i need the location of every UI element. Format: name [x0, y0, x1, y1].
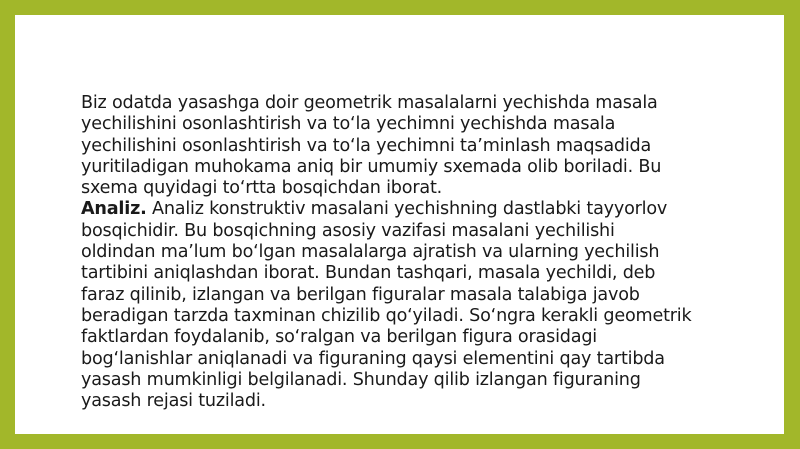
paragraph-1-line: yechilishini osonlashtirish va to‘la yechimni yechishda masala	[81, 114, 616, 135]
paragraph-1-line: yuritiladigan muhokama aniq bir umumiy sxemada olib boriladi. Bu	[81, 156, 662, 177]
paragraph-1-line: Biz odatda yasashga doir geometrik masalalarni yechishda masala	[81, 93, 658, 113]
paragraph-1-line: sxema quyidagi to‘rtta bosqichdan iborat.	[81, 178, 443, 199]
paragraph-2-first-line-text: Analiz konstruktiv masalani yechishning dastlabki tayyorlov	[146, 199, 668, 220]
paragraph-2-line: yasash mumkinligi belgilanadi. Shunday qilib izlangan figuraning	[81, 369, 641, 390]
paragraph-2-line: faraz qilinib, izlangan va berilgan figuralar masala talabiga javob	[81, 284, 640, 305]
paragraph-2-line: tartibini aniqlashdan iborat. Bundan tashqari, masala yechildi, deb	[81, 263, 656, 284]
slide-content-area	[15, 15, 784, 434]
paragraph-2-line: faktlardan foydalanib, so‘ralgan va berilgan figura orasidagi	[81, 327, 597, 348]
paragraph-2-line: bog‘lanishlar aniqlanadi va figuraning qaysi elementini qay tartibda	[81, 348, 665, 369]
paragraph-2-line: yasash rejasi tuziladi.	[81, 391, 266, 412]
paragraph-2-line: oldindan ma’lum bo‘lgan masalalarga ajratish va ularning yechilish	[81, 242, 660, 263]
paragraph-1-line: yechilishini osonlashtirish va to‘la yechimni ta’minlash maqsadida	[81, 135, 652, 156]
body-text	[81, 93, 753, 412]
section-heading-analiz: Analiz.	[81, 199, 147, 220]
paragraph-2-line: bosqichidir. Bu bosqichning asosiy vazifasi masalani yechilishi	[81, 220, 615, 241]
paragraph-2-first-line	[81, 199, 753, 220]
paragraph-2-line: beradigan tarzda taxminan chizilib qo‘yiladi. So‘ngra kerakli geometrik	[81, 305, 692, 326]
